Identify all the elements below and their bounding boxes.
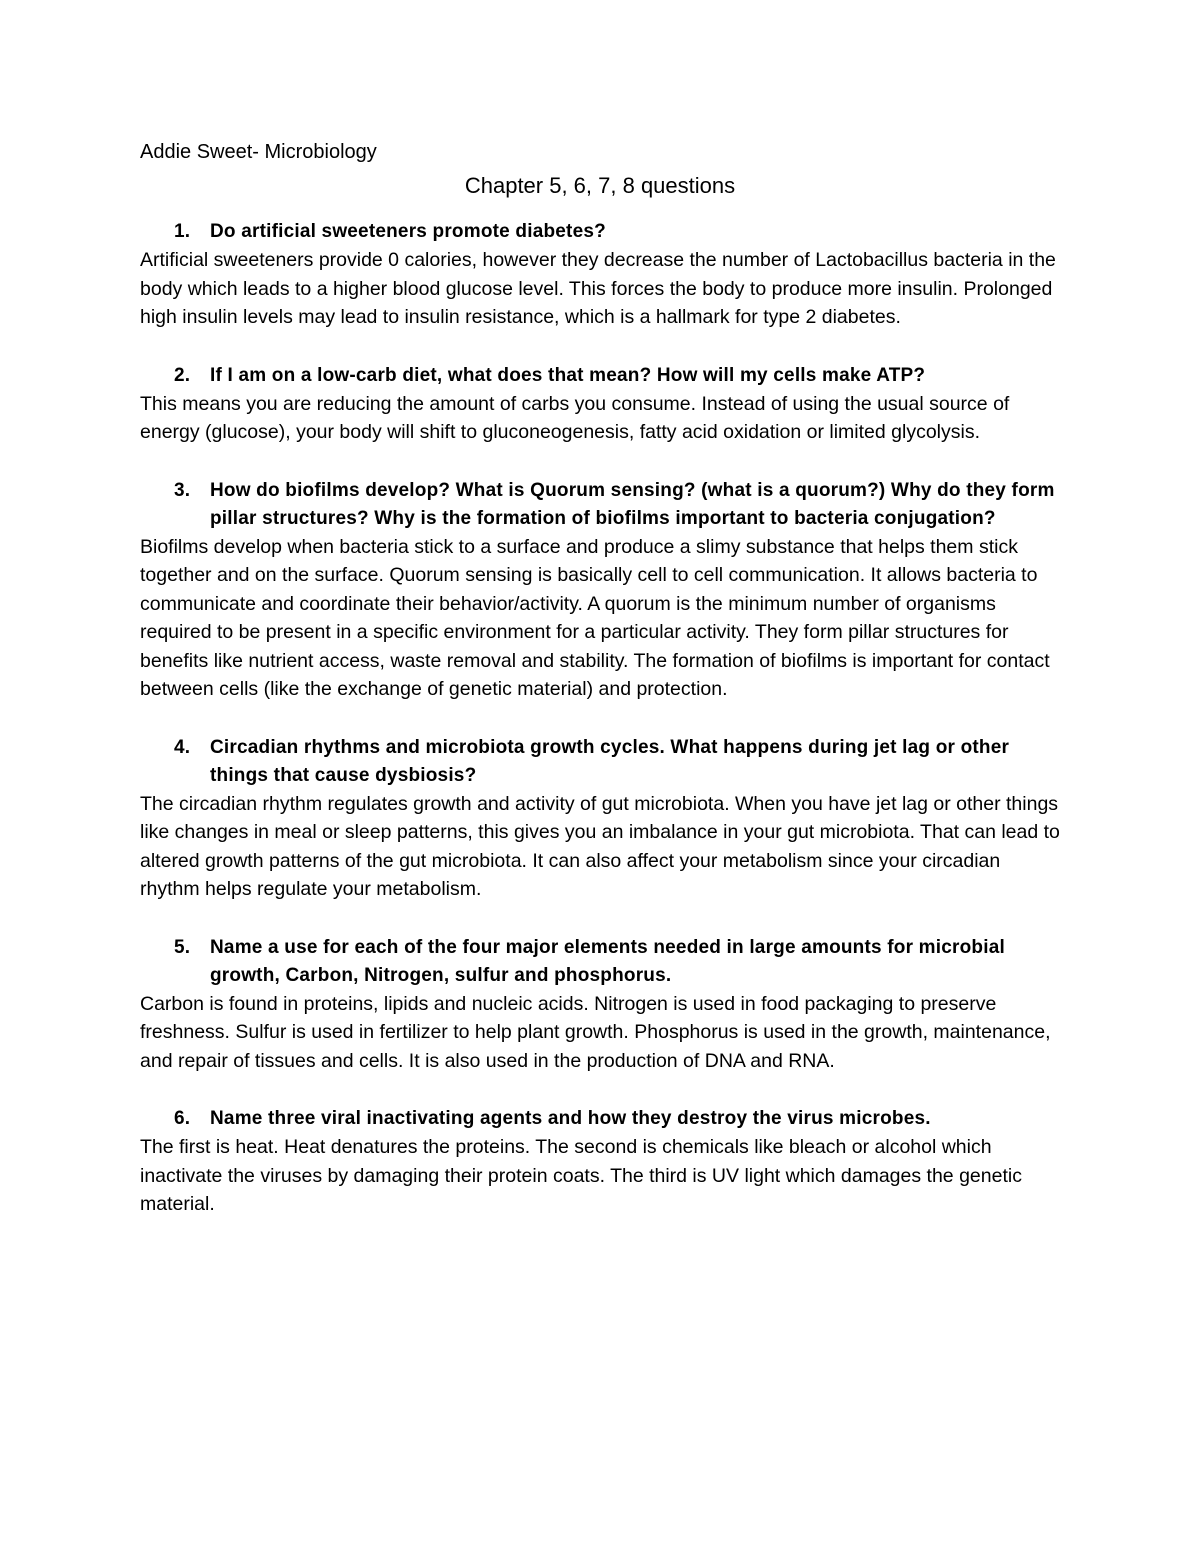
question-5: [140, 934, 1060, 990]
author-line: Addie Sweet- Microbiology: [140, 141, 377, 163]
qa-item-5: [140, 934, 1060, 1076]
qa-item-6: [140, 1105, 1060, 1219]
question-2: [140, 362, 1060, 390]
qa-item-1: [140, 218, 1060, 332]
question-3: [140, 477, 1060, 533]
question-number: 1.: [174, 221, 191, 242]
answer-5: Carbon is found in proteins, lipids and nucleic acids. Nitrogen is used in food packaging to preserve freshness. Sulfur is used in fertilizer to help plant growth. Phosphorus is used in the growth, maintenance, and repair of tissues and cells. It is also used in the production of DNA and RNA.: [140, 992, 1051, 1072]
question-4: [140, 734, 1060, 790]
question-number: 2.: [174, 364, 191, 386]
answer-4: The circadian rhythm regulates growth and activity of gut microbiota. When you have jet lag or other things like changes in meal or sleep patterns, this gives you an imbalance in your gut microbiota. That can lead to altered growth patterns of the gut microbiota. It can also affect your metabolism since your circadian rhythm helps regulate your metabolism.: [140, 792, 1060, 900]
question-text: How do biofilms develop? What is Quorum sensing? (what is a quorum?) Why do they form pillar structures? Why is the formation of biofilms important to bacteria conjugation?: [210, 479, 1055, 529]
question-number: 3.: [174, 479, 191, 501]
answer-6: The first is heat. Heat denatures the proteins. The second is chemicals like bleach or alcohol which inactivate the viruses by damaging their protein coats. The third is UV light which damages the genetic material.: [140, 1136, 1022, 1215]
question-number: 6.: [174, 1108, 191, 1129]
question-1: [140, 218, 1060, 246]
qa-item-2: [140, 362, 1060, 447]
question-number: 5.: [174, 936, 191, 958]
question-6: [140, 1105, 1060, 1133]
question-text: If I am on a low-carb diet, what does that mean? How will my cells make ATP?: [210, 364, 926, 386]
question-text: Name a use for each of the four major elements needed in large amounts for microbial growth, Carbon, Nitrogen, sulfur and phosphorus.: [210, 936, 1005, 986]
question-number: 4.: [174, 736, 191, 758]
answer-3: Biofilms develop when bacteria stick to a surface and produce a slimy substance that helps them stick together and on the surface. Quorum sensing is basically cell to cell communication. It allows bacteria to communicate and coordinate their behavior/activity. A quorum is the minimum number of organisms required to be present in a specific environment for a particular activity. They form pillar structures for benefits like nutrient access, waste removal and stability. The formation of biofilms is important for contact between cells (like the exchange of genetic material) and protection.: [140, 535, 1050, 700]
qa-item-4: [140, 734, 1060, 904]
answer-2: This means you are reducing the amount of carbs you consume. Instead of using the usual source of energy (glucose), your body will shift to gluconeogenesis, fatty acid oxidation or limited glycolysis.: [140, 392, 1010, 443]
page-title: Chapter 5, 6, 7, 8 questions: [464, 173, 736, 198]
question-text: Circadian rhythms and microbiota growth cycles. What happens during jet lag or other things that cause dysbiosis?: [210, 736, 1010, 786]
document-page: [140, 138, 1060, 1249]
qa-item-3: [140, 477, 1060, 704]
question-text: Do artificial sweeteners promote diabetes?: [210, 221, 606, 242]
question-text: Name three viral inactivating agents and how they destroy the virus microbes.: [210, 1108, 931, 1129]
answer-1: Artificial sweeteners provide 0 calories, however they decrease the number of Lactobacillus bacteria in the body which leads to a higher blood glucose level. This forces the body to produce more insulin. Prolonged high insulin levels may lead to insulin resistance, which is a hallmark for type 2 diabetes.: [140, 249, 1056, 328]
